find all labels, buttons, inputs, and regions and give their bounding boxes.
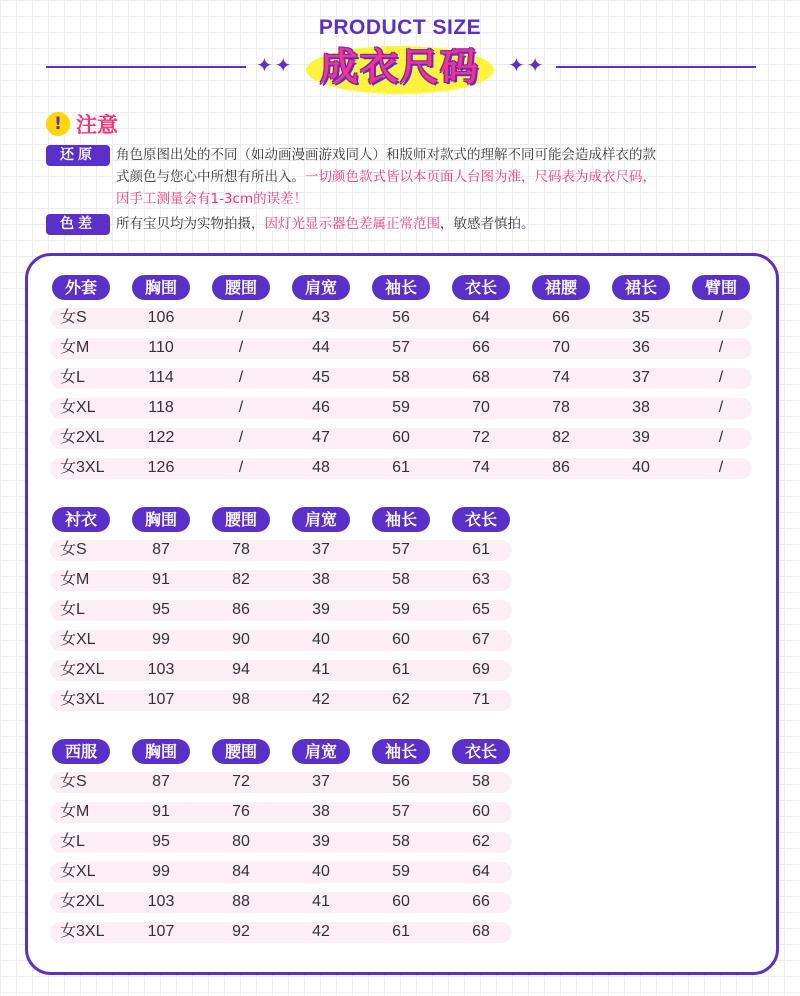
size-label: 女2XL xyxy=(60,661,105,678)
size-label: 女3XL xyxy=(60,691,105,708)
table-cell: 66 xyxy=(552,309,570,326)
table-cell: / xyxy=(718,309,724,326)
table-header-cell: 胸围 xyxy=(132,739,190,764)
size-label: 女2XL xyxy=(60,893,105,910)
table-cell: 107 xyxy=(147,691,175,708)
table-cell: 39 xyxy=(632,429,650,446)
notice-segment-highlight: 因灯光显示器色差属正常范围 xyxy=(264,216,440,232)
notice-tag-restore: 还原 xyxy=(46,145,110,166)
table-cell: 118 xyxy=(148,399,174,416)
size-label: 女L xyxy=(60,601,85,618)
table-cell: 66 xyxy=(472,339,490,356)
table-cell: 67 xyxy=(472,631,490,648)
table-cell: 94 xyxy=(232,661,250,678)
size-label: 女XL xyxy=(60,863,96,880)
table-cell: / xyxy=(718,459,724,476)
notice-line xyxy=(116,144,656,166)
notice-title: 注意 xyxy=(76,113,118,137)
table-cell: / xyxy=(238,399,244,416)
table-header-cell: 袖长 xyxy=(372,739,430,764)
size-label: 女XL xyxy=(60,399,96,416)
table-header-cell: 外套 xyxy=(52,275,110,300)
table-cell: 82 xyxy=(552,429,570,446)
table-header-cell: 胸围 xyxy=(132,507,190,532)
notice-line xyxy=(116,166,656,188)
table-header-cell: 腰围 xyxy=(212,739,270,764)
table-cell: 64 xyxy=(472,309,490,326)
table-cell: 80 xyxy=(232,833,250,850)
table-cell: 42 xyxy=(312,923,330,940)
table-header-cell: 衬衣 xyxy=(52,507,110,532)
size-label: 女3XL xyxy=(60,459,105,476)
table-header-cell: 衣长 xyxy=(452,739,510,764)
table-cell: 69 xyxy=(472,661,490,678)
table-cell: 76 xyxy=(232,803,250,820)
table-cell: 58 xyxy=(392,369,410,386)
size-label: 女L xyxy=(60,833,85,850)
table-cell: 78 xyxy=(232,541,250,558)
table-cell: / xyxy=(238,459,244,476)
table-cell: / xyxy=(718,429,724,446)
table-cell: 60 xyxy=(392,429,410,446)
table-cell: / xyxy=(718,369,724,386)
table-cell: 65 xyxy=(472,601,490,618)
table-cell: / xyxy=(238,339,244,356)
table-cell: 68 xyxy=(472,369,490,386)
table-cell: 37 xyxy=(312,541,330,558)
table-cell: 56 xyxy=(392,309,410,326)
table-cell: 62 xyxy=(392,691,410,708)
size-label: 女XL xyxy=(60,631,96,648)
notice-segment: ，敏感者慎拍。 xyxy=(440,216,535,232)
table-header-cell: 肩宽 xyxy=(292,275,350,300)
table-cell: 70 xyxy=(472,399,490,416)
sparkle-icon-right: ✦✦ xyxy=(508,53,546,77)
size-label: 女M xyxy=(60,803,90,820)
size-label: 女2XL xyxy=(60,429,105,446)
table-cell: 59 xyxy=(392,601,410,618)
table-header-cell: 腰围 xyxy=(212,507,270,532)
table-cell: 43 xyxy=(312,309,330,326)
table-header-cell: 肩宽 xyxy=(292,739,350,764)
table-cell: 74 xyxy=(552,369,570,386)
table-header-cell: 衣长 xyxy=(452,507,510,532)
table-header-cell: 袖长 xyxy=(372,275,430,300)
table-cell: 64 xyxy=(472,863,490,880)
table-cell: 86 xyxy=(232,601,250,618)
size-label: 女S xyxy=(60,541,87,558)
table-cell: / xyxy=(238,369,244,386)
table-cell: 40 xyxy=(632,459,650,476)
table-cell: 107 xyxy=(147,923,175,940)
table-header-cell: 胸围 xyxy=(132,275,190,300)
table-cell: 95 xyxy=(152,833,170,850)
size-label: 女S xyxy=(60,309,87,326)
title-english: PRODUCT SIZE xyxy=(318,16,482,39)
table-cell: 56 xyxy=(392,773,410,790)
table-cell: 99 xyxy=(152,863,170,880)
size-chart-card xyxy=(25,253,779,975)
table-cell: 42 xyxy=(312,691,330,708)
table-cell: 38 xyxy=(312,803,330,820)
table-cell: 98 xyxy=(232,691,250,708)
table-cell: 74 xyxy=(472,459,490,476)
notice-heading xyxy=(46,110,118,138)
notice-text-color xyxy=(116,213,535,235)
notice-segment-highlight: 因手工测量会有1-3cm的误差！ xyxy=(116,191,308,207)
notice-text-restore xyxy=(116,144,656,210)
table-cell: 70 xyxy=(552,339,570,356)
table-cell: 72 xyxy=(472,429,490,446)
size-label: 女M xyxy=(60,571,90,588)
title-chinese: 成衣尺码 xyxy=(319,45,480,89)
table-cell: 87 xyxy=(152,773,170,790)
table-cell: 40 xyxy=(312,631,330,648)
notice-line xyxy=(116,213,535,235)
table-header-cell: 袖长 xyxy=(372,507,430,532)
table-cell: 35 xyxy=(632,309,650,326)
table-cell: 47 xyxy=(312,429,330,446)
table-header-cell: 裙长 xyxy=(612,275,670,300)
table-cell: 39 xyxy=(312,601,330,618)
size-label: 女L xyxy=(60,369,85,386)
table-cell: 110 xyxy=(148,339,174,356)
table-cell: 91 xyxy=(152,803,170,820)
table-cell: 57 xyxy=(392,541,410,558)
size-label: 女M xyxy=(60,339,90,356)
exclamation-icon: ! xyxy=(46,112,70,136)
table-cell: 72 xyxy=(232,773,250,790)
table-cell: 90 xyxy=(232,631,250,648)
table-header-cell: 裙腰 xyxy=(532,275,590,300)
notice-segment: 式颜色与您心中所想有所出入。 xyxy=(116,169,305,185)
table-header-cell: 臂围 xyxy=(692,275,750,300)
table-cell: 61 xyxy=(392,661,410,678)
table-cell: 38 xyxy=(632,399,650,416)
table-cell: / xyxy=(238,429,244,446)
notice-segment: 角色原图出处的不同（如动画漫画游戏同人）和版师对款式的理解不同可能会造成样衣的款 xyxy=(116,147,656,163)
table-cell: / xyxy=(718,339,724,356)
table-cell: 106 xyxy=(147,309,175,326)
table-cell: 44 xyxy=(312,339,330,356)
table-cell: 46 xyxy=(312,399,330,416)
table-cell: 38 xyxy=(312,571,330,588)
table-cell: 95 xyxy=(152,601,170,618)
table-cell: 91 xyxy=(152,571,170,588)
table-header-cell: 西服 xyxy=(52,739,110,764)
page-header xyxy=(0,0,800,110)
table-cell: 45 xyxy=(312,369,330,386)
table-cell: 61 xyxy=(392,459,410,476)
table-cell: 87 xyxy=(152,541,170,558)
table-cell: 40 xyxy=(312,863,330,880)
table-cell: 48 xyxy=(312,459,330,476)
table-cell: 41 xyxy=(312,893,330,910)
table-cell: 68 xyxy=(472,923,490,940)
table-cell: 122 xyxy=(147,429,175,446)
table-cell: 78 xyxy=(552,399,570,416)
table-cell: 57 xyxy=(392,803,410,820)
table-cell: 62 xyxy=(472,833,490,850)
table-cell: 84 xyxy=(232,863,250,880)
table-cell: 114 xyxy=(148,369,174,386)
table-cell: 41 xyxy=(312,661,330,678)
table-cell: 39 xyxy=(312,833,330,850)
table-cell: 37 xyxy=(632,369,650,386)
table-cell: 63 xyxy=(472,571,490,588)
table-cell: 57 xyxy=(392,339,410,356)
table-cell: 66 xyxy=(472,893,490,910)
table-cell: 36 xyxy=(632,339,650,356)
size-label: 女3XL xyxy=(60,923,105,940)
table-cell: 86 xyxy=(552,459,570,476)
table-cell: 58 xyxy=(392,833,410,850)
table-cell: 37 xyxy=(312,773,330,790)
table-cell: / xyxy=(238,309,244,326)
table-cell: 103 xyxy=(147,661,175,678)
table-cell: 58 xyxy=(472,773,490,790)
table-cell: 60 xyxy=(392,631,410,648)
notice-segment-highlight: 一切颜色款式皆以本页面人台图为准，尺码表为成衣尺码， xyxy=(305,169,656,185)
table-cell: 61 xyxy=(392,923,410,940)
table-cell: / xyxy=(718,399,724,416)
sparkle-icon-left: ✦✦ xyxy=(256,53,294,77)
table-header-cell: 肩宽 xyxy=(292,507,350,532)
table-cell: 60 xyxy=(472,803,490,820)
table-cell: 92 xyxy=(232,923,250,940)
notice-tag-color: 色差 xyxy=(46,214,110,235)
table-cell: 61 xyxy=(472,541,490,558)
table-cell: 126 xyxy=(147,459,175,476)
notice-segment: 所有宝贝均为实物拍摄， xyxy=(116,216,265,232)
table-cell: 88 xyxy=(232,893,250,910)
notice-line xyxy=(116,188,656,210)
table-cell: 82 xyxy=(232,571,250,588)
table-cell: 103 xyxy=(147,893,175,910)
table-header-cell: 衣长 xyxy=(452,275,510,300)
size-label: 女S xyxy=(60,773,87,790)
table-cell: 59 xyxy=(392,399,410,416)
table-cell: 60 xyxy=(392,893,410,910)
table-cell: 99 xyxy=(152,631,170,648)
table-cell: 58 xyxy=(392,571,410,588)
table-cell: 59 xyxy=(392,863,410,880)
table-header-cell: 腰围 xyxy=(212,275,270,300)
table-cell: 71 xyxy=(472,691,490,708)
